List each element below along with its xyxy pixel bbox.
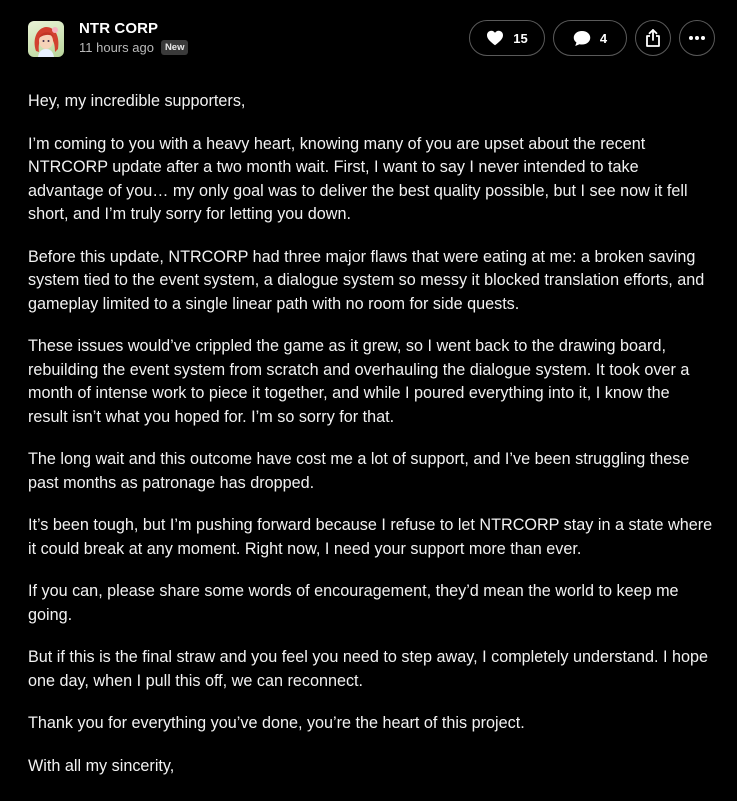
heart-icon [486,30,504,46]
author-avatar[interactable] [28,21,64,57]
post-paragraph: But if this is the final straw and you feel you need to step away, I completely understand. I hope one day, when I pull this off, we can reconnect. [28,648,708,690]
like-button[interactable] [469,20,545,56]
post-actions [469,20,715,56]
comment-bubble-icon [573,30,591,47]
post-header [0,0,737,80]
share-button[interactable] [635,20,671,56]
share-icon [645,29,661,47]
comment-count: 4 [599,30,608,46]
character-avatar-icon [28,21,64,57]
more-horizontal-icon [688,35,706,41]
post-timestamp: 11 hours ago [79,40,154,55]
new-badge: New [161,40,189,55]
post-paragraph: If you can, please share some words of encouragement, they’d mean the world to keep me going. [28,582,679,624]
post-paragraph: These issues would’ve crippled the game as it grew, so I went back to the drawing board, rebuilding the event system from scratch and overhauling the dialogue system. It took over a month of intense work to piece it together, and while I poured everything into it, I know the result isn’t what you hoped for. I’m so sorry for that. [28,337,690,426]
more-button[interactable] [679,20,715,56]
comment-button[interactable] [553,20,627,56]
post-paragraph: Thank you for everything you’ve done, you’re the heart of this project. [28,714,525,732]
post-paragraph: I’m coming to you with a heavy heart, knowing many of you are upset about the recent NTRCORP update after a two month wait. First, I want to say I never intended to take advantage of you… my only goal was to deliver the best quality possible, but I see now it fell short, and I’m truly sorry for letting you down. [28,134,688,223]
post-body [28,90,713,797]
post-meta [79,40,188,55]
post-paragraph: It’s been tough, but I’m pushing forward because I refuse to let NTRCORP stay in a state where it could break at any moment. Right now, I need your support more than ever. [28,516,713,558]
post-paragraph: The long wait and this outcome have cost me a lot of support, and I’ve been struggling these past months as patronage has dropped. [28,450,690,492]
author-name[interactable]: NTR CORP [79,20,159,37]
like-count: 15 [513,30,528,46]
post-paragraph: Before this update, NTRCORP had three major flaws that were eating at me: a broken saving system tied to the event system, a dialogue system so messy it blocked translation efforts, and gameplay limited to a single linear path with no room for side quests. [28,247,705,313]
post-paragraph: Hey, my incredible supporters, [28,92,246,110]
post-paragraph: With all my sincerity, [28,756,175,775]
